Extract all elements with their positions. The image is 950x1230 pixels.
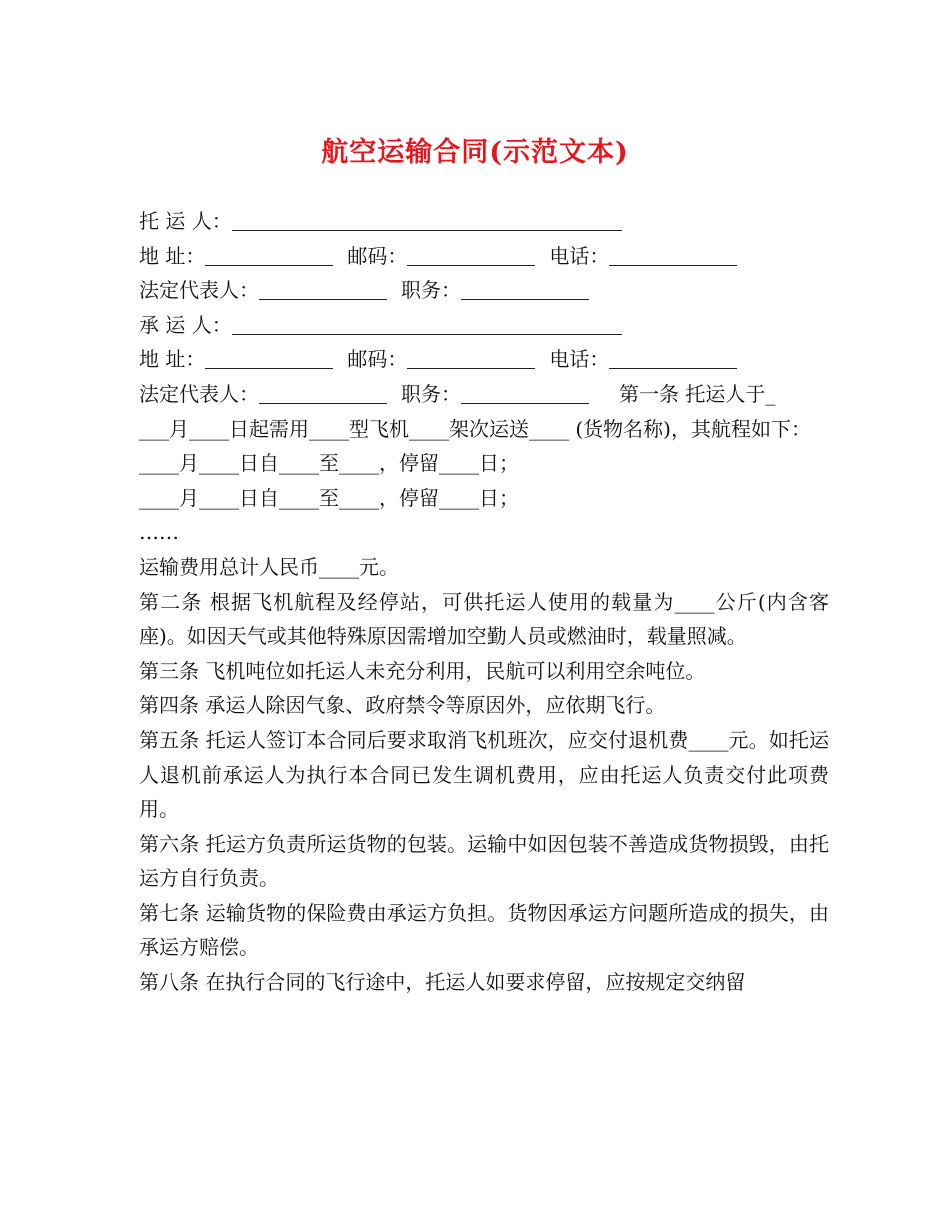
itinerary-line-2: ____月____日自____至____，停留____日； <box>139 485 519 510</box>
article-3: 第三条 飞机吨位如托运人未充分利用，民航可以利用空余吨位。 <box>139 658 706 683</box>
carrier-rep-line <box>139 377 829 412</box>
position-label: 职务： <box>401 278 461 303</box>
shipper-address-line <box>139 239 829 274</box>
postcode-label: 邮码： <box>347 347 408 372</box>
address-label: 地 址： <box>139 347 206 372</box>
itinerary-line-1: ____月____日自____至____，停留____日； <box>139 451 519 476</box>
phone-blank <box>609 243 737 266</box>
address-label: 地 址： <box>139 243 206 268</box>
article-1-continued: ___月____日起需用____型飞机____架次运送____ (货物名称)，其航程如下： <box>139 416 811 441</box>
phone-label: 电话： <box>549 243 610 268</box>
shipper-label: 托 运 人： <box>139 209 232 233</box>
phone-blank <box>609 346 737 369</box>
carrier-line <box>139 308 829 343</box>
phone-label: 电话： <box>549 347 610 372</box>
carrier-label: 承 运 人： <box>139 312 232 337</box>
article-8: 第八条 在执行合同的飞行途中，托运人如要求停留，应按规定交纳留 <box>139 970 746 995</box>
legal-rep-label: 法定代表人： <box>139 381 259 406</box>
itinerary-ellipsis: …… <box>139 520 179 545</box>
legal-rep-blank <box>259 277 387 300</box>
article-4: 第四条 承运人除因气象、政府禁令等原因外，应依期飞行。 <box>139 693 666 718</box>
legal-rep-blank <box>259 381 387 404</box>
article-2: 第二条 根据飞机航程及经停站，可供托运人使用的载量为____公斤(内含客座)。如因天气或其他特殊原因需增加空勤人员或燃油时，载量照减。 <box>139 589 829 649</box>
postcode-label: 邮码： <box>347 243 408 268</box>
article-7: 第七条 运输货物的保险费由承运方负担。货物因承运方问题所造成的损失，由承运方赔偿。 <box>139 900 829 960</box>
legal-rep-label: 法定代表人： <box>139 278 259 303</box>
document-body <box>139 204 829 1000</box>
total-fee-line: 运输费用总计人民币____元。 <box>139 554 399 579</box>
article-5: 第五条 托运人签订本合同后要求取消飞机班次，应交付退机费____元。如托运人退机前承运人为执行本合同已发生调机费用，应由托运人负责交付此项费用。 <box>139 727 829 822</box>
position-label: 职务： <box>401 381 461 406</box>
position-blank <box>461 381 589 404</box>
postcode-blank <box>407 346 535 369</box>
article-1-start: 第一条 托运人于_ <box>619 381 776 406</box>
postcode-blank <box>407 243 535 266</box>
document-title: 航空运输合同(示范文本) <box>321 137 629 168</box>
article-6: 第六条 托运方负责所运货物的包装。运输中如因包装不善造成货物损毁，由托运方自行负责。 <box>139 831 829 891</box>
shipper-blank <box>232 208 622 231</box>
position-blank <box>461 277 589 300</box>
carrier-address-line <box>139 342 829 377</box>
shipper-line <box>139 204 829 239</box>
address-blank <box>205 243 333 266</box>
shipper-rep-line <box>139 273 829 308</box>
address-blank <box>205 346 333 369</box>
carrier-blank <box>232 312 622 335</box>
